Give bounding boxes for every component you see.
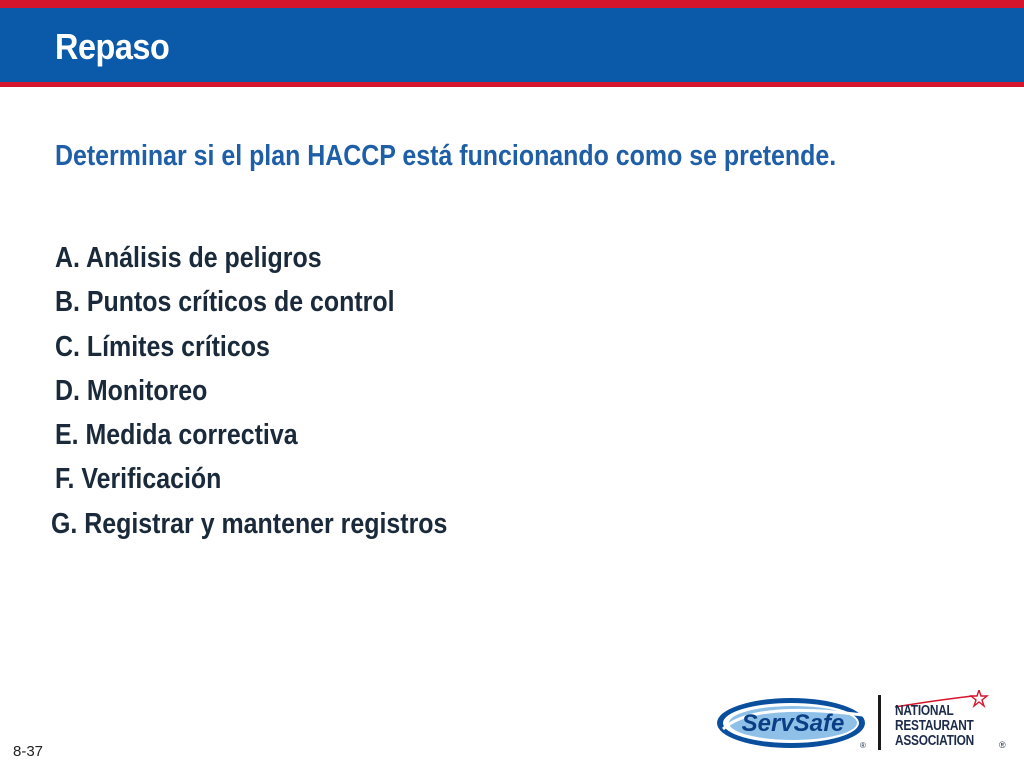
header-red-rule xyxy=(0,82,1024,87)
option-d: D. Monitoreo xyxy=(55,374,208,407)
servsafe-wordmark: ServSafe xyxy=(741,710,845,737)
option-c: C. Límites críticos xyxy=(55,330,270,363)
servsafe-logo-graphic xyxy=(713,693,873,753)
option-f: F. Verificación xyxy=(55,463,222,496)
nra-line-3: ASSOCIATION xyxy=(895,733,974,749)
logo-divider xyxy=(878,695,881,750)
servsafe-registered-mark: ® xyxy=(860,741,866,750)
nra-line-2: RESTAURANT xyxy=(895,718,974,734)
option-b: B. Puntos críticos de control xyxy=(55,286,395,319)
nra-line-1: NATIONAL xyxy=(895,703,954,719)
option-e: E. Medida correctiva xyxy=(55,419,298,452)
option-a: A. Análisis de peligros xyxy=(55,242,322,274)
option-g: G. Registrar y mantener registros xyxy=(51,507,448,540)
question-text: Determinar si el plan HACCP está funcionando como se pretende. xyxy=(55,140,837,172)
nra-registered-mark: ® xyxy=(999,740,1006,750)
nra-wordmark xyxy=(895,704,974,749)
page-number: 8-37 xyxy=(13,743,44,760)
slide-title: Repaso xyxy=(55,26,170,67)
top-red-stripe xyxy=(0,0,1024,8)
servsafe-logo xyxy=(713,693,873,758)
answer-options-list xyxy=(51,238,512,548)
